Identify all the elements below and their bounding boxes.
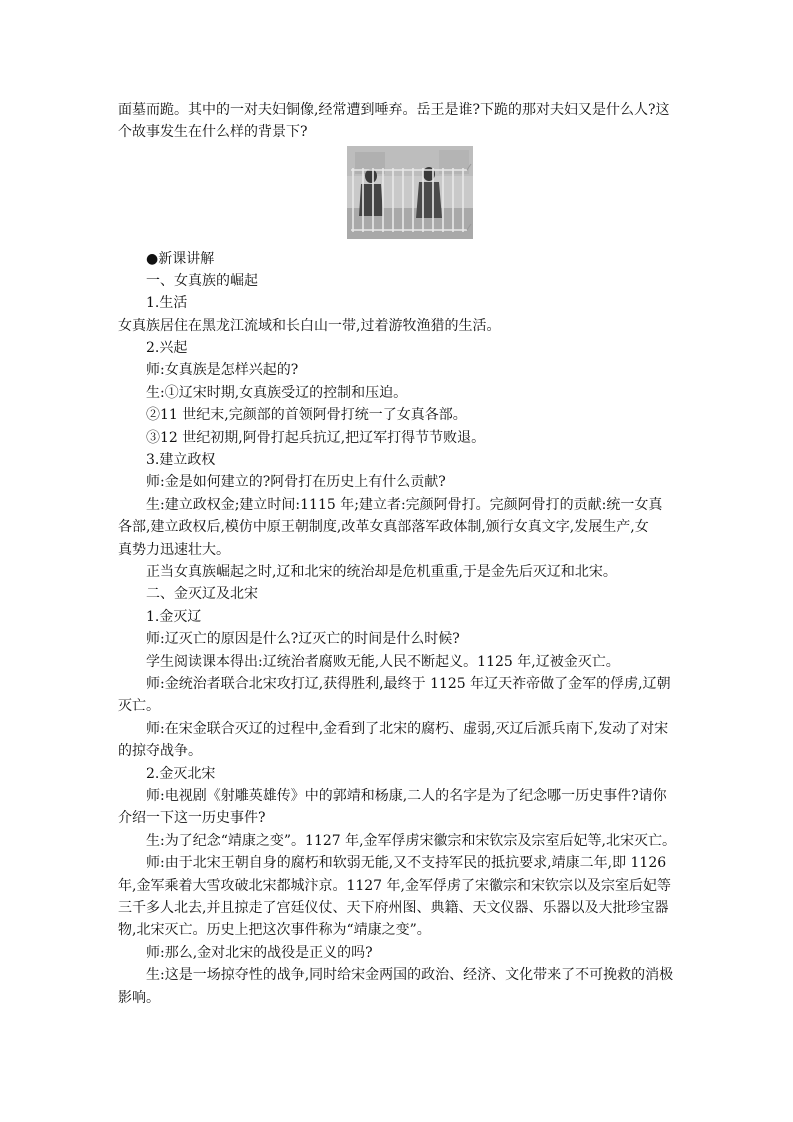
- subheading: 1.金灭辽: [146, 609, 202, 625]
- body-line: 师:那么,金对北宋的战役是正义的吗?: [146, 945, 373, 961]
- body-line: 各部,建立政权后,模仿中原王朝制度,改革女真部落军政体制,颁行女真文字,发展生产,女: [118, 519, 649, 535]
- body-line: 生:①辽宋时期,女真族受辽的控制和压迫。: [146, 385, 408, 401]
- body-line: 真势力迅速壮大。: [118, 542, 230, 558]
- body-line: 师:在宋金联合灭辽的过程中,金看到了北宋的腐朽、虚弱,灭辽后派兵南下,发动了对宋: [146, 721, 669, 737]
- subheading: 2.兴起: [146, 340, 188, 356]
- body-line: 学生阅读课本得出:辽统治者腐败无能,人民不断起义。1125 年,辽被金灭亡。: [146, 654, 620, 670]
- subheading: 2.金灭北宋: [146, 766, 216, 782]
- subheading: 3.建立政权: [146, 452, 216, 468]
- body-line: 物,北宋灭亡。历史上把这次事件称为“靖康之变”。: [118, 922, 431, 938]
- statue-photo-illustration: [347, 146, 473, 239]
- body-line: 师:金统治者联合北宋攻打辽,获得胜利,最终于 1125 年辽天祚帝做了金军的俘虏,辽朝: [146, 676, 671, 692]
- body-line: 师:电视剧《射雕英雄传》中的郭靖和杨康,二人的名字是为了纪念哪一历史事件?请你: [146, 788, 667, 804]
- body-line: 介绍一下这一历史事件?: [118, 810, 266, 826]
- body-line: 生:这是一场掠夺性的战争,同时给宋金两国的政治、经济、文化带来了不可挽救的消极: [146, 967, 674, 983]
- body-line: 师:由于北宋王朝自身的腐朽和软弱无能,又不支持军民的抵抗要求,靖康二年,即 1126: [146, 855, 667, 871]
- body-line: 师:金是如何建立的?阿骨打在历史上有什么贡献?: [146, 474, 446, 490]
- body-line: 三千多人北去,并且掠走了宫廷仪仗、天下府州图、典籍、天文仪器、乐器以及大批珍宝器: [118, 900, 669, 916]
- body-line: 女真族居住在黑龙江流域和长白山一带,过着游牧渔猎的生活。: [118, 318, 501, 334]
- intro-line-2: 个故事发生在什么样的背景下?: [118, 124, 308, 140]
- body-line: 生:建立政权金;建立时间:1115 年;建立者:完颜阿骨打。完颜阿骨打的贡献:统一女真: [146, 497, 663, 513]
- section-heading: ●新课讲解: [146, 251, 215, 267]
- subheading: 1.生活: [146, 295, 188, 311]
- heading-1: 一、女真族的崛起: [146, 273, 258, 289]
- body-line: 正当女真族崛起之时,辽和北宋的统治却是危机重重,于是金先后灭辽和北宋。: [146, 564, 617, 580]
- body-line: 的掠夺战争。: [118, 743, 202, 759]
- intro-line-1: 面墓而跪。其中的一对夫妇铜像,经常遭到唾弃。岳王是谁?下跪的那对夫妇又是什么人?这: [118, 102, 670, 118]
- body-line: 影响。: [118, 990, 160, 1006]
- body-line: 灭亡。: [118, 698, 160, 714]
- body-line: ③12 世纪初期,阿骨打起兵抗辽,把辽军打得节节败退。: [146, 430, 486, 446]
- body-line: 生:为了纪念“靖康之变”。1127 年,金军俘虏宋徽宗和宋钦宗及宗室后妃等,北宋灭亡。: [146, 833, 677, 849]
- body-line: ②11 世纪末,完颜部的首领阿骨打统一了女真各部。: [146, 407, 467, 423]
- body-line: 师:辽灭亡的原因是什么?辽灭亡的时间是什么时候?: [146, 631, 460, 647]
- body-line: 师:女真族是怎样兴起的?: [146, 362, 299, 378]
- body-line: 年,金军乘着大雪攻破北宋都城汴京。1127 年,金军俘虏了宋徽宗和宋钦宗以及宗室后妃等: [118, 878, 671, 894]
- statue-photo: [347, 146, 473, 239]
- heading-2: 二、金灭辽及北宋: [146, 586, 258, 602]
